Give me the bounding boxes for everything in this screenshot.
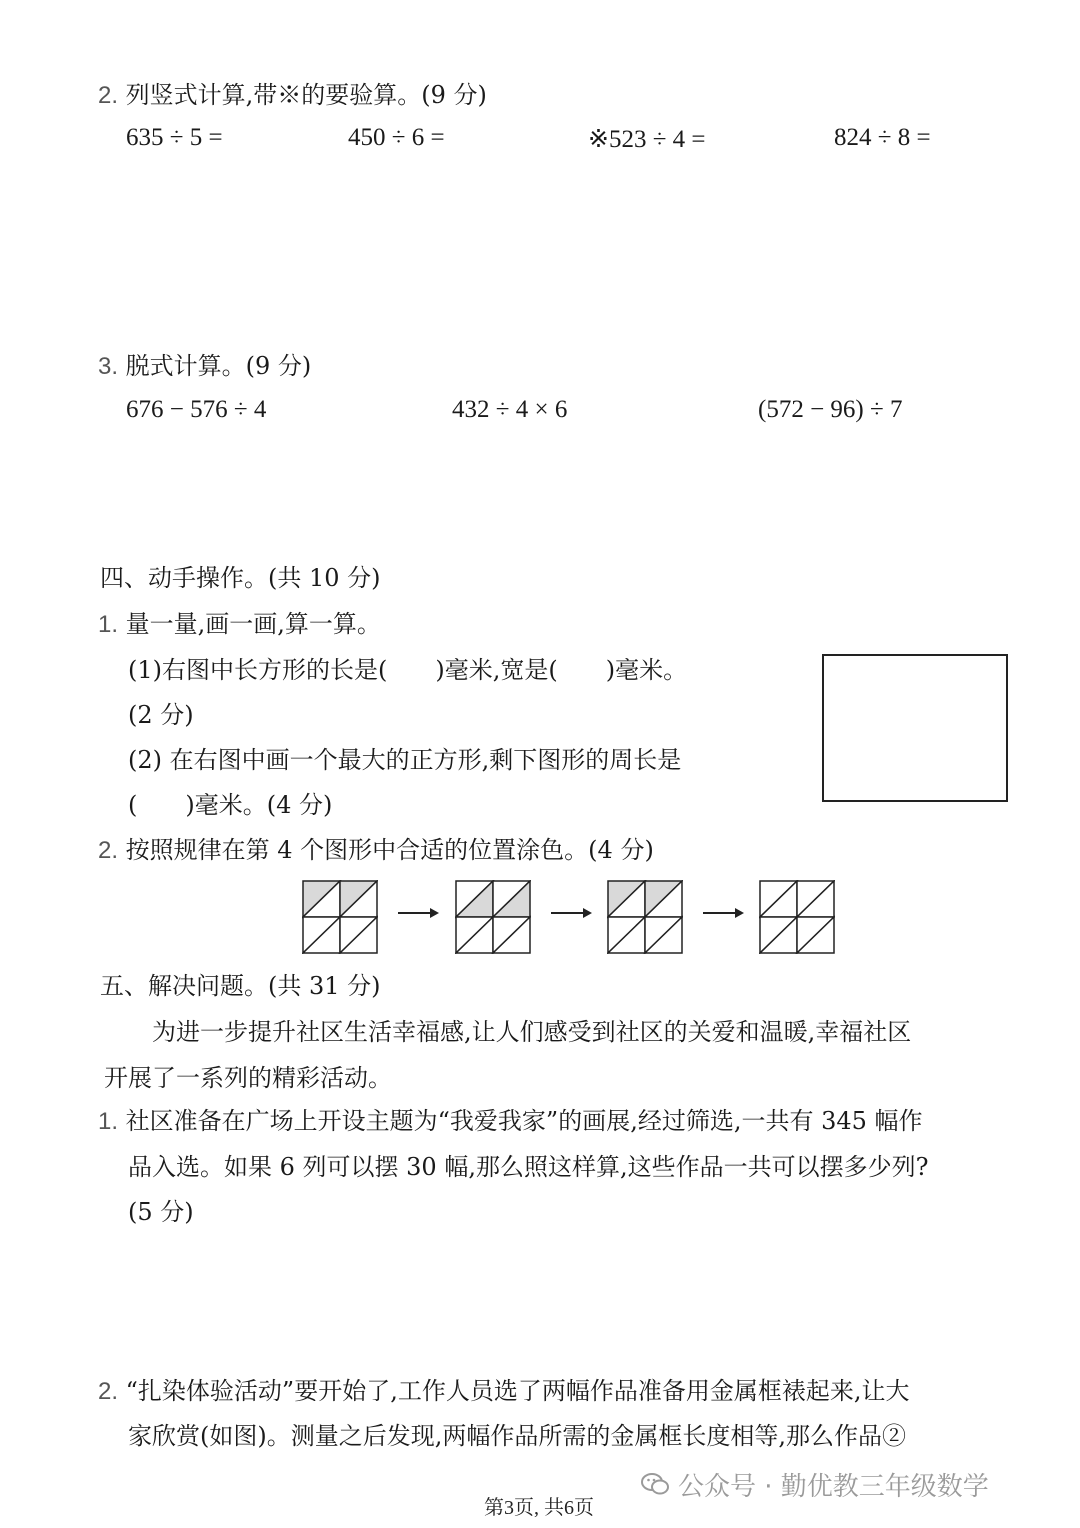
s5-q2-number: 2. bbox=[98, 1378, 119, 1405]
q3-title: 脱式计算。(9 分) bbox=[125, 352, 312, 380]
q3-item-1: 676 − 576 ÷ 4 bbox=[126, 396, 267, 423]
s4-q1-line3: (2) 在右图中画一个最大的正方形,剩下图形的周长是 bbox=[128, 746, 682, 774]
s5-q1-number: 1. bbox=[98, 1108, 119, 1135]
q2-item-2: 450 ÷ 6 = bbox=[348, 124, 445, 151]
pattern-figure-3 bbox=[607, 880, 683, 954]
q3-item-3: (572 − 96) ÷ 7 bbox=[758, 396, 903, 423]
section5-title: 五、解决问题。(共 31 分) bbox=[100, 972, 381, 1000]
q2-item-1: 635 ÷ 5 = bbox=[126, 124, 223, 151]
s4-q2-title: 按照规律在第 4 个图形中合适的位置涂色。(4 分) bbox=[125, 836, 654, 864]
wechat-icon bbox=[640, 1471, 670, 1504]
q2-heading bbox=[98, 80, 487, 111]
arrow-icon bbox=[549, 905, 593, 921]
pattern-figure-2 bbox=[455, 880, 531, 954]
s4-q1-title: 量一量,画一画,算一算。 bbox=[125, 610, 381, 638]
pattern-figure-1 bbox=[302, 880, 378, 954]
watermark-text: 公众号 · 勤优教三年级数学 bbox=[678, 1472, 989, 1502]
s4-q2-heading bbox=[98, 835, 654, 866]
q2-number: 2. bbox=[98, 82, 119, 109]
pattern-figure-4 bbox=[759, 880, 835, 954]
s5-intro-line1: 为进一步提升社区生活幸福感,让人们感受到社区的关爱和温暖,幸福社区 bbox=[152, 1018, 912, 1046]
s5-q2-line1-row bbox=[98, 1376, 909, 1407]
s5-q1-line3: (5 分) bbox=[128, 1198, 194, 1226]
q2-item-4: 824 ÷ 8 = bbox=[834, 124, 931, 151]
arrow-icon bbox=[396, 905, 440, 921]
page-footer: 第3页, 共6页 bbox=[484, 1497, 594, 1519]
s5-intro-line2: 开展了一系列的精彩活动。 bbox=[104, 1064, 392, 1092]
s4-q2-number: 2. bbox=[98, 837, 119, 864]
s4-q1-heading bbox=[98, 609, 381, 640]
s4-q1-number: 1. bbox=[98, 611, 119, 638]
s5-q2-line2: 家欣赏(如图)。测量之后发现,两幅作品所需的金属框长度相等,那么作品② bbox=[128, 1422, 906, 1450]
section4-title: 四、动手操作。(共 10 分) bbox=[100, 564, 381, 592]
q2-item-3: ※523 ÷ 4 = bbox=[588, 126, 706, 153]
watermark bbox=[640, 1466, 989, 1504]
s5-q1-line1: 社区准备在广场上开设主题为“我爱我家”的画展,经过筛选,一共有 345 幅作 bbox=[125, 1107, 923, 1135]
arrow-icon bbox=[701, 905, 745, 921]
rectangle-figure bbox=[822, 654, 1008, 802]
s5-q1-line1-row bbox=[98, 1106, 923, 1137]
q2-title: 列竖式计算,带※的要验算。(9 分) bbox=[125, 81, 487, 109]
q3-item-2: 432 ÷ 4 × 6 bbox=[452, 396, 568, 423]
q3-heading bbox=[98, 351, 311, 382]
q3-number: 3. bbox=[98, 353, 119, 380]
s4-q1-line2: (2 分) bbox=[128, 701, 194, 729]
s4-q1-line1: (1)右图中长方形的长是( )毫米,宽是( )毫米。 bbox=[128, 656, 688, 684]
s5-q2-line1: “扎染体验活动”要开始了,工作人员选了两幅作品准备用金属框裱起来,让大 bbox=[125, 1377, 910, 1405]
s5-q1-line2: 品入选。如果 6 列可以摆 30 幅,那么照这样算,这些作品一共可以摆多少列? bbox=[128, 1153, 929, 1181]
s4-q1-line4: ( )毫米。(4 分) bbox=[128, 791, 333, 819]
